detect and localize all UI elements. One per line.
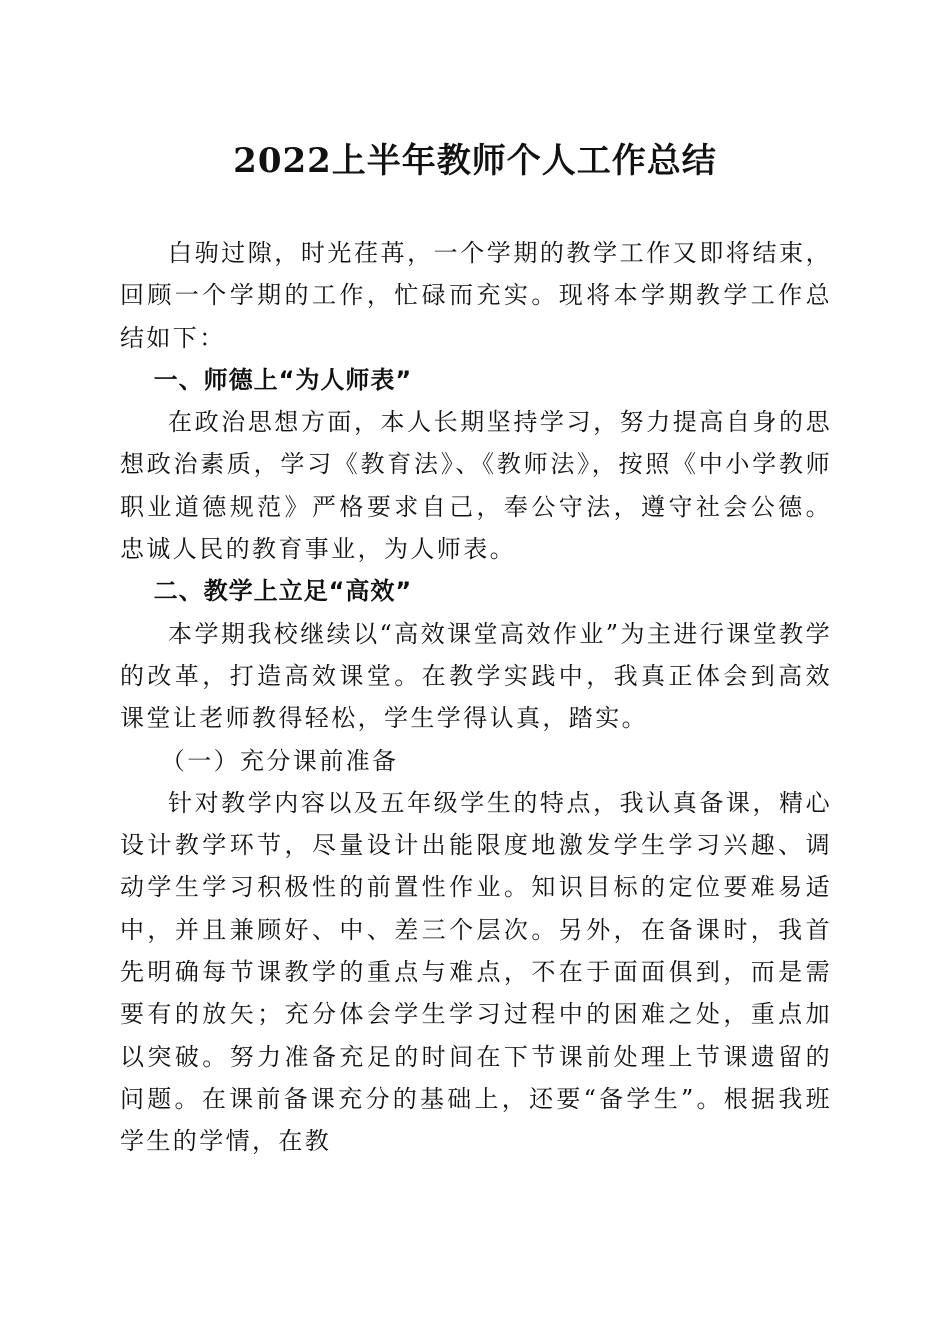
section-1-paragraph: 在政治思想方面，本人长期坚持学习，努力提高自身的思想政治素质，学习《教育法》、《教师法》，按照《中小学教师职业道德规范》严格要求自己，奉公守法，遵守社会公德。忠诚人民的教育事业，为人师表。 [120,408,832,564]
section-2-heading: 二、教学上立足“高效” [153,577,413,606]
subsection-1-heading: （一）充分课前准备 [160,746,399,775]
section-1-heading: 一、师德上“为人师表” [153,365,413,394]
document-body [120,232,832,1163]
subsection-1-paragraph: 针对教学内容以及五年级学生的特点，我认真备课，精心设计教学环节，尽量设计出能限度地激发学生学习兴趣、调动学生学习积极性的前置性作业。知识目标的定位要难易适中，并且兼顾好、中、差三个层次。另外，在备课时，我首先明确每节课教学的重点与难点，不在于面面俱到，而是需要有的放矢；充分体会学生学习过程中的困难之处，重点加以突破。努力准备充足的时间在下节课前处理上节课遗留的问题。在课前备课充分的基础上，还要“备学生”。根据我班学生的学情，在教 [120,788,832,1156]
section-2-paragraph: 本学期我校继续以“高效课堂高效作业”为主进行课堂教学的改革，打造高效课堂。在教学实践中，我真正体会到高效课堂让老师教得轻松，学生学得认真，踏实。 [120,619,832,733]
intro-paragraph: 白驹过隙，时光荏苒，一个学期的教学工作又即将结束，回顾一个学期的工作，忙碌而充实。现将本学期教学工作总结如下： [120,239,832,352]
document-title: 2022上半年教师个人工作总结 [233,141,717,181]
